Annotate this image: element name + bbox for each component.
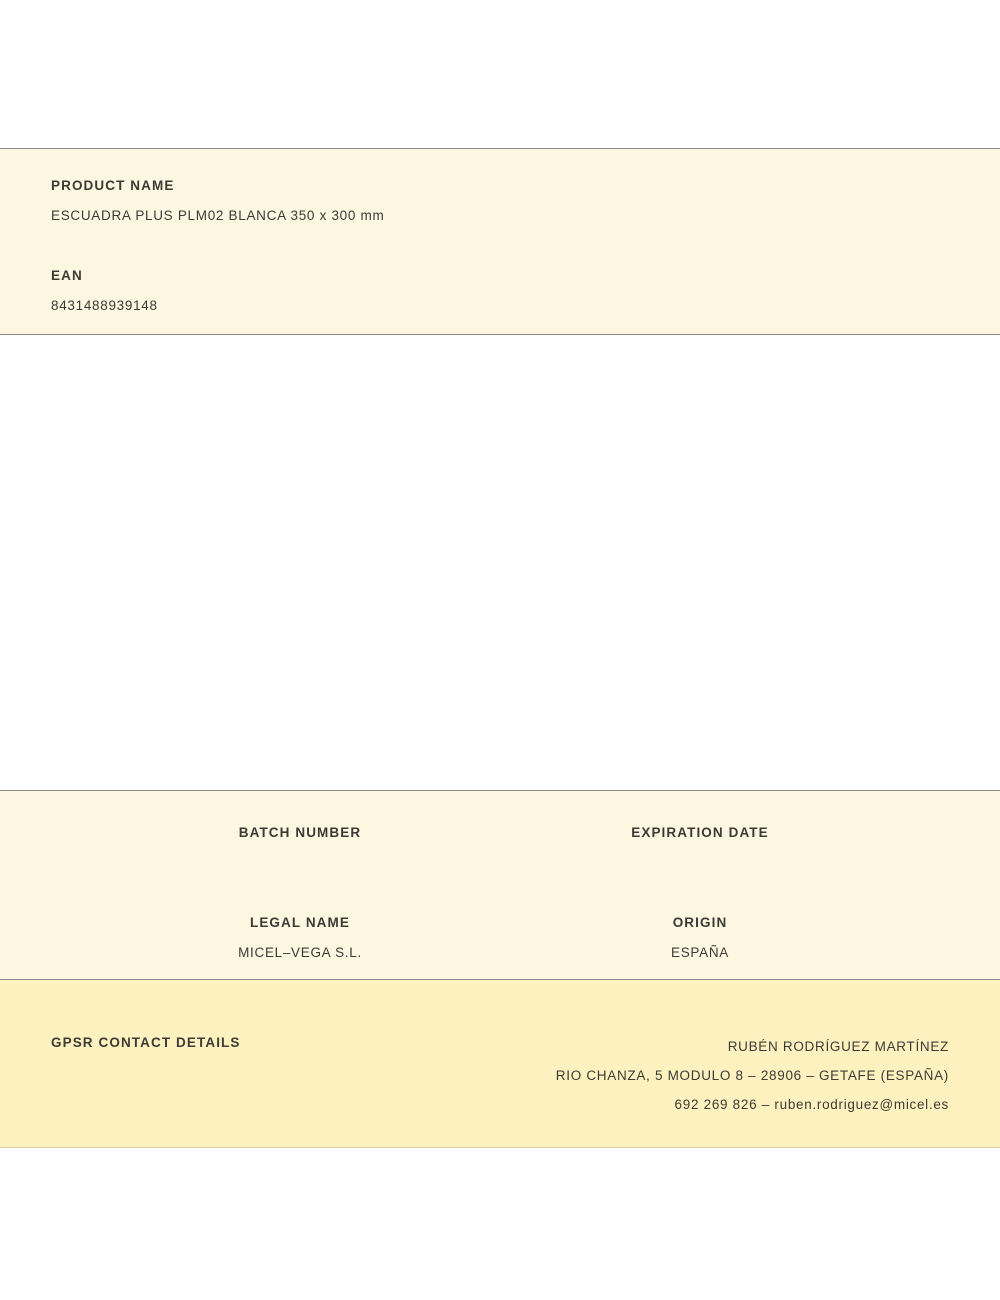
gpsr-contact-phone-email: 692 269 826 – ruben.rodriguez@micel.es [674, 1097, 949, 1112]
ean-label: EAN [51, 268, 83, 283]
gpsr-contact-lines [556, 1032, 949, 1119]
product-info-section [0, 148, 1000, 335]
gpsr-contact-address: RIO CHANZA, 5 MODULO 8 – 28906 – GETAFE (ESPAÑA) [555, 1068, 949, 1083]
ean-value: 8431488939148 [51, 298, 158, 313]
origin-label: ORIGIN [672, 915, 728, 930]
batch-info-section [0, 790, 1000, 980]
gpsr-contact-section [0, 980, 1000, 1148]
expiration-date-label: EXPIRATION DATE [631, 825, 769, 840]
origin-value: ESPAÑA [671, 945, 729, 960]
footer-blank-area [0, 1148, 1000, 1300]
blank-content-area [0, 335, 1000, 790]
legal-name-label: LEGAL NAME [249, 915, 350, 930]
legal-name-value: MICEL–VEGA S.L. [238, 945, 362, 960]
batch-number-label: BATCH NUMBER [238, 825, 362, 840]
product-name-label: PRODUCT NAME [51, 178, 175, 193]
gpsr-contact-name: RUBÉN RODRÍGUEZ MARTÍNEZ [727, 1039, 949, 1054]
gpsr-contact-label: GPSR CONTACT DETAILS [51, 1035, 241, 1050]
product-name-value: ESCUADRA PLUS PLM02 BLANCA 350 x 300 mm [51, 208, 385, 223]
